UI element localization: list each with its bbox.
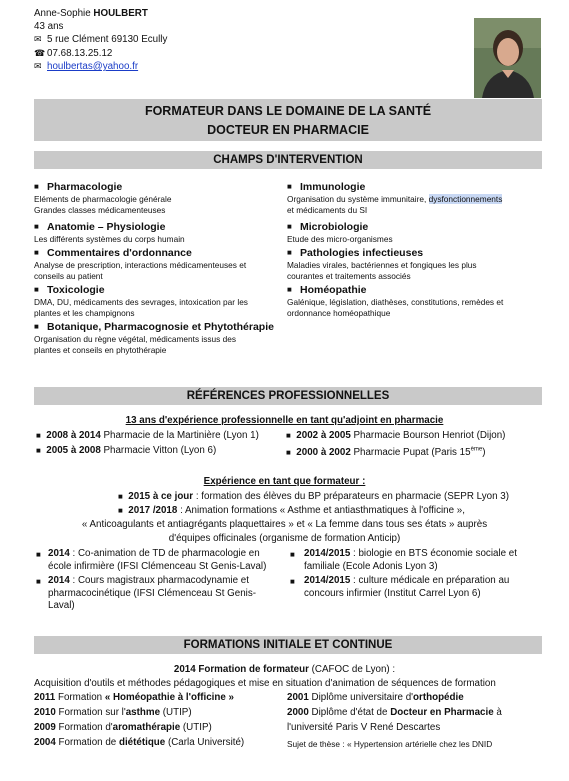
age: 43 ans xyxy=(34,20,64,32)
champ-item: ■ Pharmacologie Eléments de pharmacologie générale Grandes classes médicamenteuses xyxy=(34,181,172,215)
formateur-item: ■ 2015 à ce jour : formation des élèves du BP préparateurs en pharmacie (SEPR Lyon 3) xyxy=(118,491,509,502)
email-icon: ✉ xyxy=(34,61,42,72)
formations-heading: FORMATIONS INITIALE ET CONTINUE xyxy=(34,636,542,654)
formations-right xyxy=(287,692,502,754)
formation-item: 2004 Formation de diététique (Carla Université) xyxy=(34,737,245,748)
formateur-item: ■ 2014 : Co-animation de TD de pharmacologie en école infirmière (IFSI Clémenceau St Genis-Laval) xyxy=(36,548,267,572)
envelope-icon: ✉ xyxy=(34,34,42,45)
formateur-heading: Expérience en tant que formateur : xyxy=(203,476,366,487)
champs-heading: CHAMPS D'INTERVENTION xyxy=(34,151,542,169)
formateur-item: ■ 2014/2015 : culture médicale en préparation au concours infirmier (Institut Carrel Lyon 6) xyxy=(290,575,510,599)
formateur-item: ■ 2017 /2018 : Animation formations « Asthme et antiasthmatiques à l'officine », xyxy=(118,505,465,516)
email-link[interactable]: houlbertas@yahoo.fr xyxy=(47,61,139,73)
address-line: ✉ 5 rue Clément 69130 Ecully xyxy=(34,34,168,46)
formation-item: 2001 Diplôme universitaire d'orthopédie xyxy=(287,692,464,703)
champ-item: ■ Toxicologie DMA, DU, médicaments des sevrages, intoxication par les plantes et les champignons xyxy=(34,284,248,318)
adjoint-item: ■ 2002 à 2005 Pharmacie Bourson Henriot (Dijon) xyxy=(286,430,506,441)
adjoint-item: ■ 2000 à 2002 Pharmacie Pupat (Paris 15ème) xyxy=(286,446,486,458)
formations-left xyxy=(34,692,244,752)
email-line xyxy=(34,60,167,74)
references-heading: RÉFÉRENCES PROFESSIONNELLES xyxy=(34,387,542,405)
formation-item: 2009 Formation d'aromathérapie (UTIP) xyxy=(34,722,212,733)
adjoint-heading: 13 ans d'expérience professionnelle en tant qu'adjoint en pharmacie xyxy=(125,415,444,426)
champ-item: ■ Anatomie – Physiologie Les différents systèmes du corps humain xyxy=(34,221,185,244)
champ-item: ■ Homéopathie Galénique, législation, diathèses, constitutions, remèdes et ordonnance homéopathique xyxy=(287,284,504,318)
formateur-item: ■ 2014 : Cours magistraux pharmacodynamie et pharmacocinétique (IFSI Clémenceau St Genis- Laval) xyxy=(36,575,257,612)
formation-desc: Acquisition d'outils et méthodes pédagogiques et mise en situation d'animation de séquences de formation xyxy=(34,678,496,689)
champ-item: ■ Immunologie Organisation du système immunitaire, dysfonctionnements et médicaments du SI xyxy=(287,181,503,215)
champ-item: ■ Commentaires d'ordonnance Analyse de prescription, interactions médicamenteuses et conseils au patient xyxy=(34,247,247,281)
formation-item: 2011 Formation « Homéopathie à l'officine » xyxy=(34,692,234,703)
title-line-1: FORMATEUR DANS LE DOMAINE DE LA SANTÉ xyxy=(144,104,432,118)
title-bar xyxy=(34,99,542,141)
contact-block xyxy=(34,8,167,74)
profile-photo xyxy=(474,18,541,98)
formateur-item: ■ 2014/2015 : biologie en BTS économie sociale et familiale (Ecole Adonis Lyon 3) xyxy=(290,548,517,572)
title-line-2: DOCTEUR EN PHARMACIE xyxy=(207,123,369,137)
champ-item: ■ Pathologies infectieuses Maladies virales, bactériennes et fongiques les plus courantes et traitements associés xyxy=(287,247,477,281)
phone-line: ☎ 07.68.13.25.12 xyxy=(34,47,113,59)
adjoint-item: ■ 2005 à 2008 Pharmacie Vitton (Lyon 6) xyxy=(36,445,217,456)
formation-formateur: 2014 Formation de formateur (CAFOC de Lyon) : xyxy=(173,664,396,675)
champ-item: ■ Microbiologie Etude des micro-organismes xyxy=(287,221,393,244)
formation-item: l'université Paris V René Descartes xyxy=(287,722,441,733)
full-name: Anne-Sophie HOULBERT xyxy=(34,8,148,19)
formation-item: 2000 Diplôme d'état de Docteur en Pharmacie à xyxy=(287,707,502,718)
these-subject: Sujet de thèse : « Hypertension artérielle chez les DNID xyxy=(287,739,493,749)
adjoint-item: ■ 2008 à 2014 Pharmacie de la Martinière (Lyon 1) xyxy=(36,430,259,441)
champ-item: ■ Botanique, Pharmacognosie et Phytothérapie Organisation du règne végétal, médicaments issus des plantes et conseils en phytothérapie xyxy=(34,321,274,355)
formation-item: 2010 Formation sur l'asthme (UTIP) xyxy=(34,707,192,718)
telephone-icon: ☎ xyxy=(34,47,46,58)
